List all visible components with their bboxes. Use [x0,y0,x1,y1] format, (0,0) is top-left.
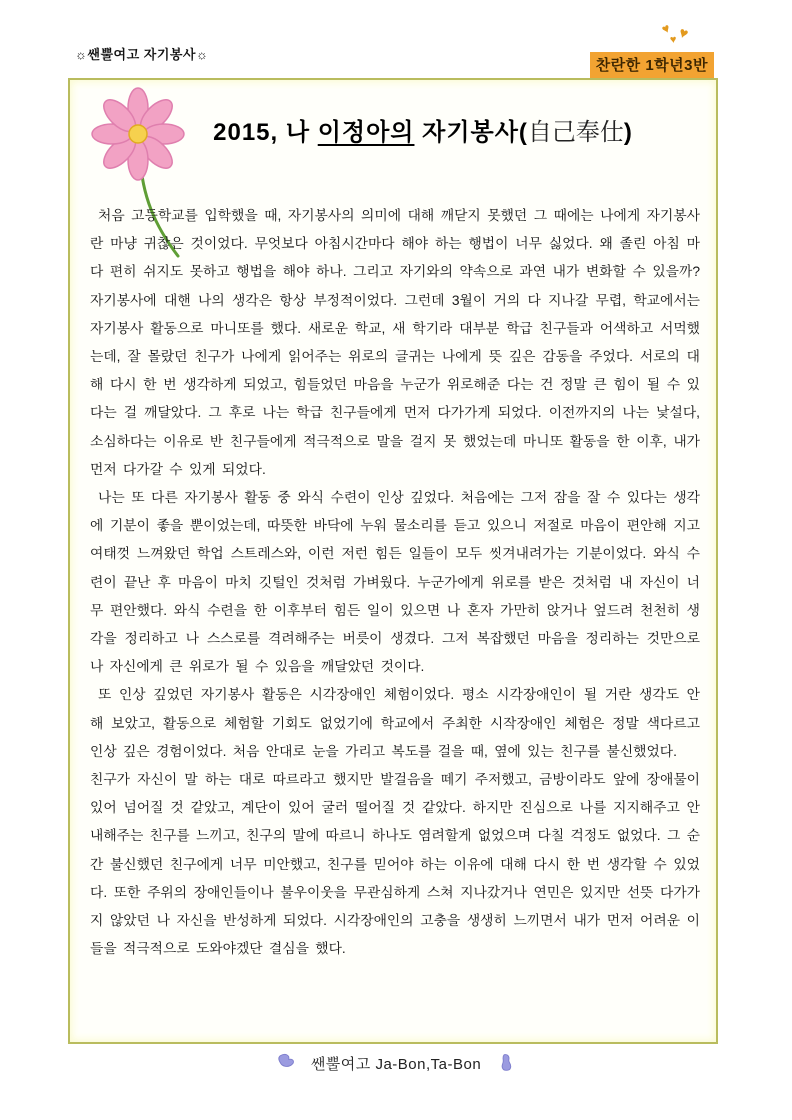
essay-title [70,112,716,147]
title-suffix: 자기봉사 [414,119,519,146]
essay-paragraph-1: 처음 고등학교를 입학했을 때, 자기봉사의 의미에 대해 깨닫지 못했던 그 때에는 나에게 자기봉사란 마냥 귀찮은 것이었다. 무엇보다 아침시간마다 해야 하는 행법이 너무 싫었다. 왜 졸린 아침 마다 편히 쉬지도 못하고 행법을 해야 하나. 그리고 자기와의 약속으로 과연 내가 변화할 수 있을까? 자기봉사에 대핸 나의 생각은 항상 부정적이었다. 그런데 3월이 거의 다 지나갈 무렵, 학교에서는 자기봉사 활동으로 마니또를 했다. 새로운 학교, 새 학기라 대부분 학급 친구들과 어색하고 서먹했는데, 잘 몰랐던 친구가 나에게 읽어주는 위로의 글귀는 나에게 뜻 깊은 감동을 주었다. 서로의 대해 다시 한 번 생각하게 되었고, 힘들었던 마음을 누군가 위로해준 다는 건 정말 큰 힘이 될 수 있다는 걸 깨달았다. 그 후로 나는 학급 친구들에게 먼저 다가가게 되었다. 이전까지의 나는 낯설다, 소심하다는 이유로 반 친구들에게 적극적으로 말을 걸지 못 했었는데 마니또 활동을 한 이후, 내가 먼저 다가갈 수 있게 되었다. [90,208,700,477]
bird-blob-left-icon [275,1052,297,1074]
footer-text: 쌘뿔여고 Ja-Bon,Ta-Bon [310,1055,482,1073]
essay-paragraph-2: 나는 또 다른 자기봉사 활동 중 와식 수련이 인상 깊었다. 처음에는 그저 잠을 잘 수 있다는 생각에 기분이 좋을 뿐이었는데, 따뜻한 바닥에 누워 물소리를 듣고 있으니 저절로 마음이 편안해 지고 여태껏 느껴왔던 학업 스트레스와, 이런 저런 힘든 일들이 모두 씻겨내려가는 기분이었다. 와식 수련이 끝난 후 마음이 마치 깃털인 것처럼 가벼웠다. 누군가에게 위로를 받은 것처럼 내 자신이 너무 편안했다. 와식 수련을 한 이후부터 힘든 일이 있으면 나 혼자 가만히 앉거나 엎드려 천천히 생각을 정리하고 나 스스로를 격려해주는 버릇이 생겼다. 그저 복잡했던 마음을 정리하는 것만으로 나 자신에게 큰 위로가 될 수 있음을 깨달았던 것이다. [90,490,700,675]
heart-icon: ♥ [676,23,691,44]
essay-paragraph-4: 친구가 자신이 말 하는 대로 따르라고 했지만 발걸음을 떼기 주저했고, 금방이라도 앞에 장애물이 있어 넘어질 것 같았고, 계단이 있어 굴러 떨어질 것 같았다. 하지만 진심으로 나를 지지해주고 안내해주는 친구를 느끼고, 친구의 말에 따르니 하나도 염려할게 없었으며 다칠 걱정도 없었다. 그 순간 불신했던 친구에게 너무 미안했고, 친구를 믿어야 하는 이유에 대해 다시 한 번 생각할 수 있었다. 또한 주위의 장애인들이나 불우이웃을 무관심하게 스쳐 지나갔거나 연민은 있지만 선뜻 다가가지 않았던 나 자신을 반성하게 되었다. 시각장애인의 고충을 생생히 느끼면서 내가 먼저 어려운 이들을 적극적으로 도와야겠단 결심을 했다. [90,772,700,957]
essay-paragraph-3: 또 인상 깊었던 자기봉사 활동은 시각장애인 체험이었다. 평소 시각장애인이 될 거란 생각도 안 해 보았고, 활동으로 체험할 기회도 없었기에 학교에서 주최한 시작장애인 체험은 정말 색다르고 인상 깊은 경험이었다. 처음 안대로 눈을 가리고 복도를 걸을 때, 옆에 있는 친구를 불신했었다. [90,687,700,759]
paren-close: ) [623,119,633,146]
class-badge: 찬란한 1학년3반 [590,52,714,78]
essay-frame [68,78,718,1044]
title-hanja: 自己奉仕 [527,119,624,146]
bird-blob-right-icon [495,1052,517,1074]
page-footer [0,1052,792,1079]
heart-icon: ♥ [659,20,673,37]
paren-open: ( [518,119,528,146]
essay-body [90,202,700,963]
student-name: 이정아의 [317,119,415,146]
clover-hearts-icon [590,20,696,50]
heart-icon: ♥ [669,33,678,47]
class-badge-area [590,20,714,78]
title-prefix: 2015, 나 [213,119,318,146]
school-header-label: ☼쌘뿔여고 자기봉사☼ [75,47,209,62]
